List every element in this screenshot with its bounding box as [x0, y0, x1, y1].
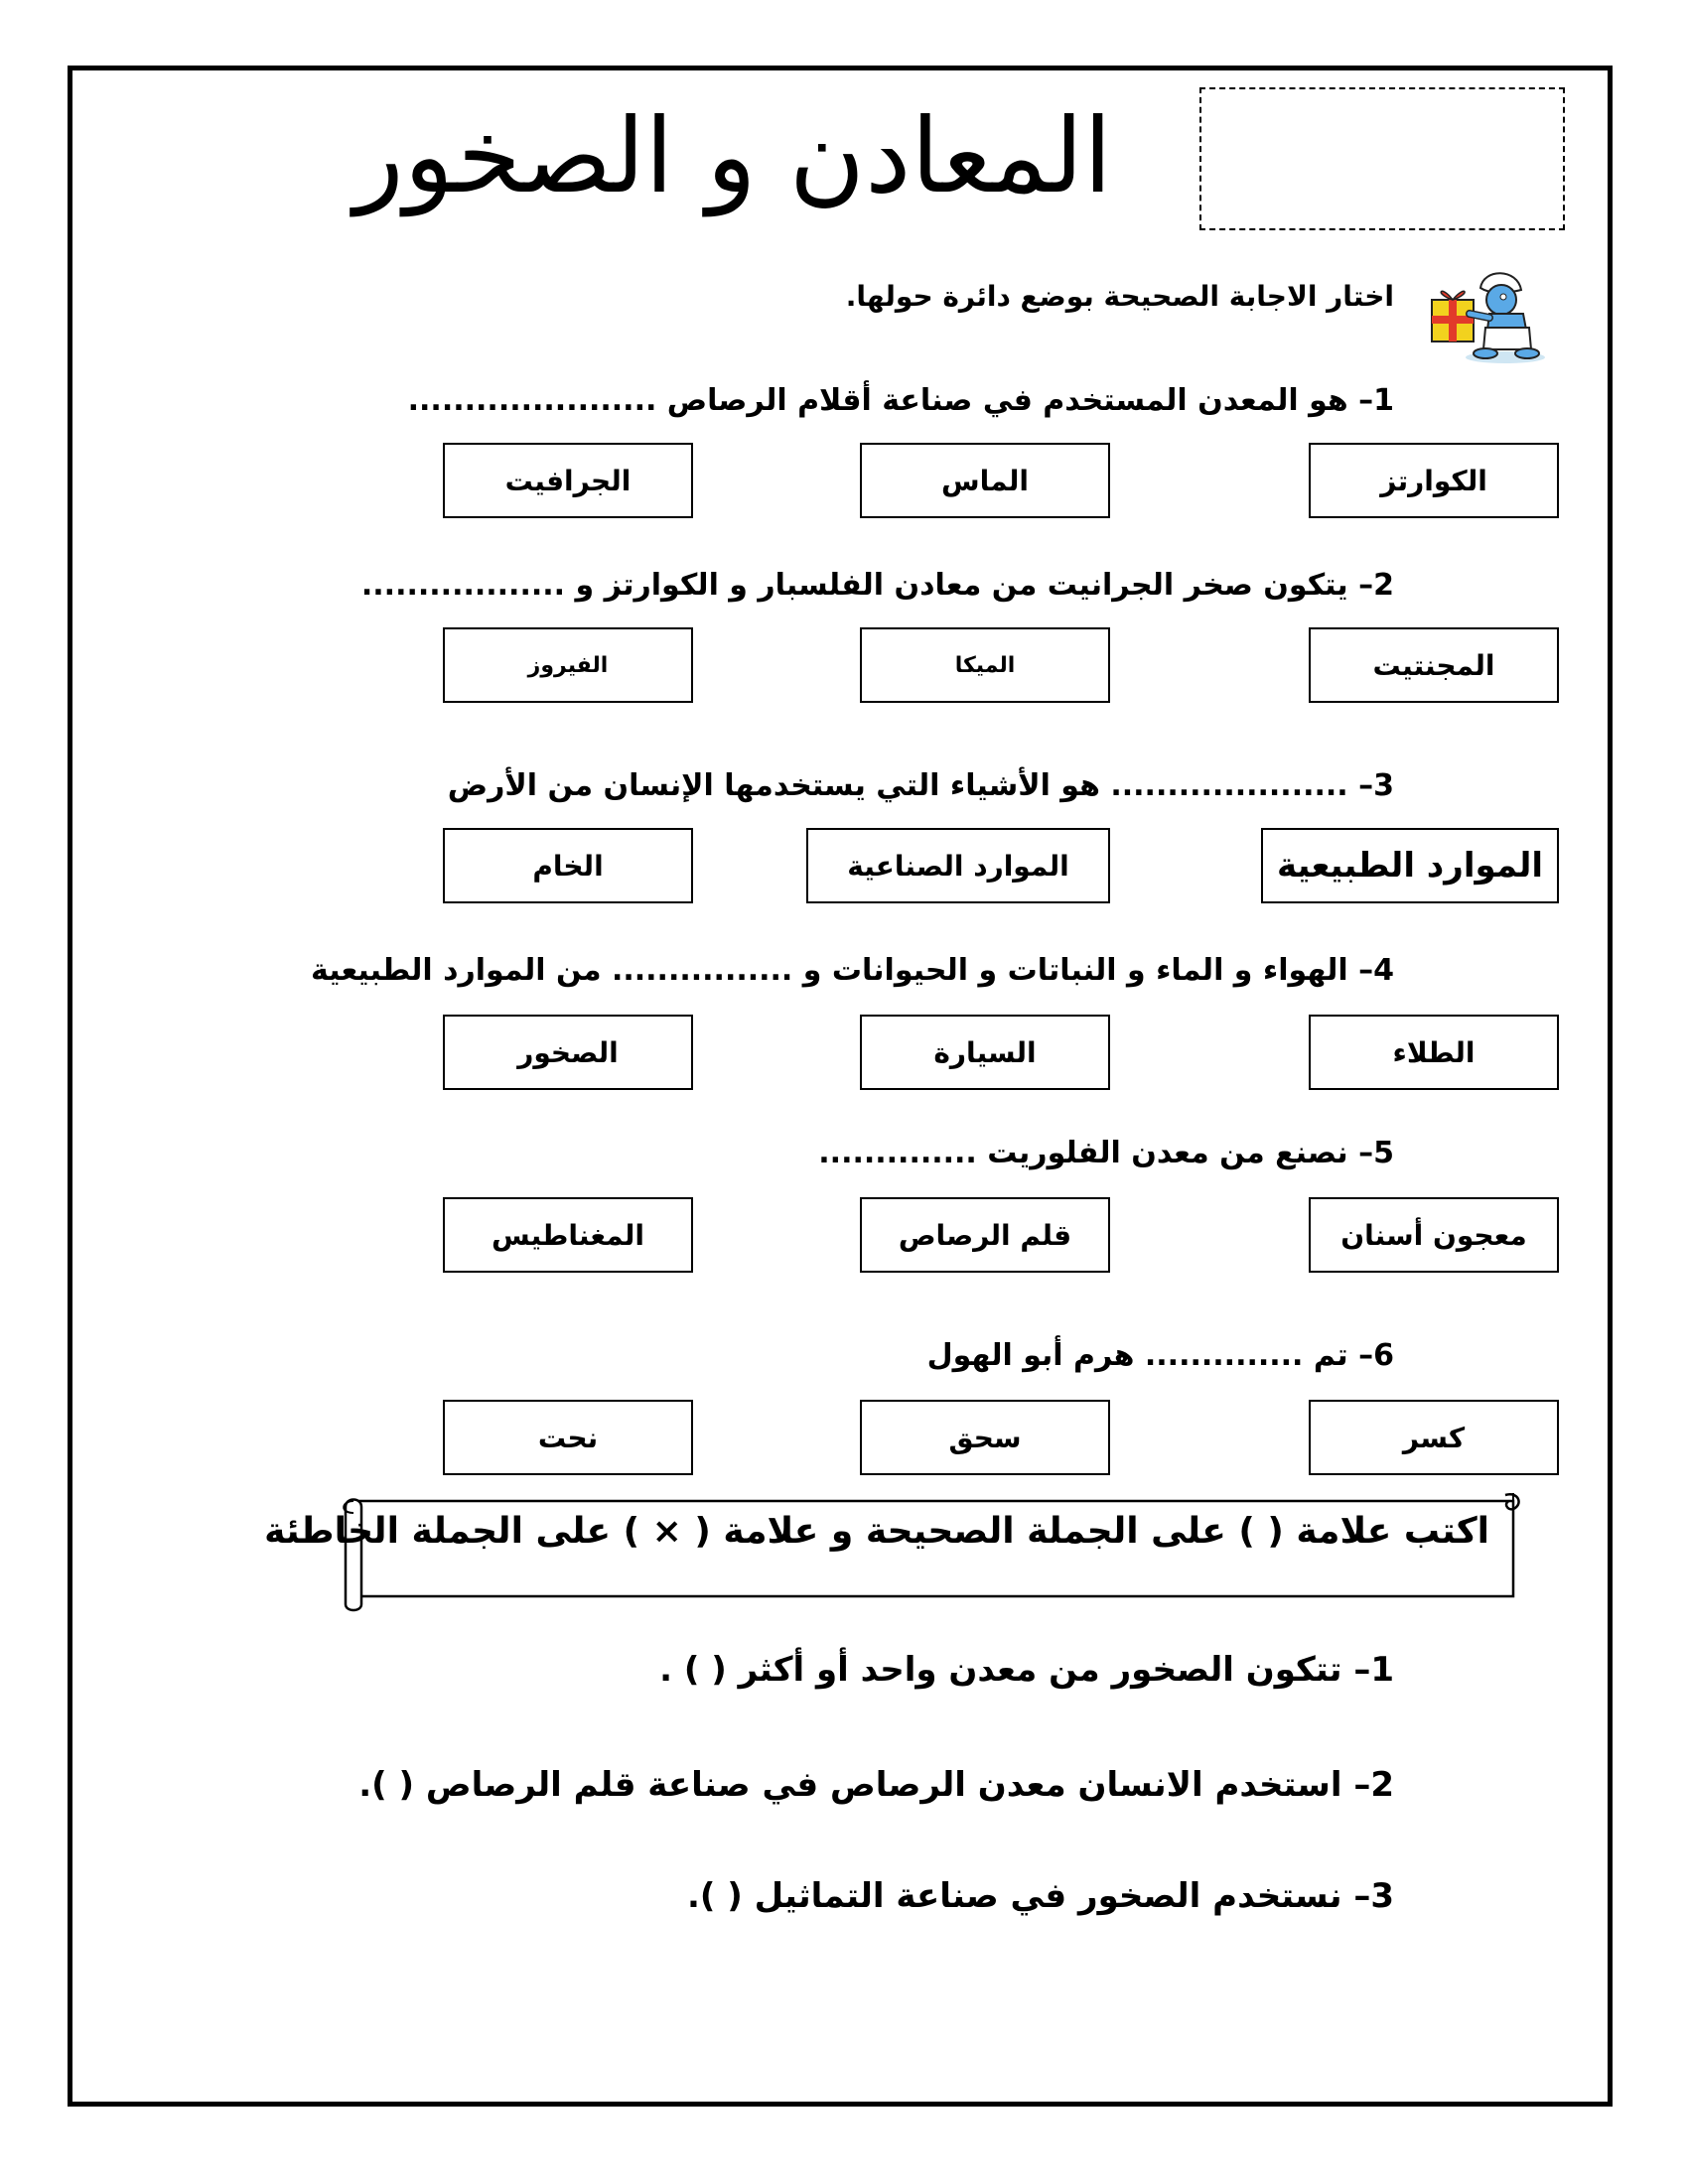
q3-option-3[interactable]: الخام: [443, 828, 693, 903]
q3-option-1[interactable]: الموارد الطبيعية: [1261, 828, 1559, 903]
q1-option-2[interactable]: الماس: [860, 443, 1110, 518]
tf-statement-1: 1– تتكون الصخور من معدن واحد أو أكثر ( ) .: [659, 1650, 1394, 1690]
q4-option-2[interactable]: السيارة: [860, 1015, 1110, 1090]
scroll-banner: [264, 1489, 1533, 1614]
q2-option-3[interactable]: الفيروز: [443, 627, 693, 703]
tf-statement-3: 3– نستخدم الصخور في صناعة التماثيل ( ).: [686, 1876, 1394, 1916]
question-4: 4– الهواء و الماء و النباتات و الحيوانات و ................ من الموارد الطبيعية: [311, 953, 1394, 988]
q3-option-2[interactable]: الموارد الصناعية: [806, 828, 1110, 903]
name-box[interactable]: [1199, 87, 1565, 230]
question-2: 2– يتكون صخر الجرانيت من معادن الفلسبار و الكوارتز و ..................: [360, 568, 1394, 603]
q6-option-2[interactable]: سحق: [860, 1400, 1110, 1475]
q2-option-1[interactable]: المجنتيت: [1309, 627, 1559, 703]
q5-option-3[interactable]: المغناطيس: [443, 1197, 693, 1273]
tf-statement-2: 2– استخدم الانسان معدن الرصاص في صناعة قلم الرصاص ( ).: [358, 1765, 1394, 1805]
true-false-instruction: اكتب علامة ( ) على الجملة الصحيحة و علامة ( × ) على الجملة الخاطئة: [264, 1511, 1489, 1552]
q4-option-3[interactable]: الصخور: [443, 1015, 693, 1090]
question-6: 6– تم .............. هرم أبو الهول: [926, 1338, 1394, 1373]
question-1: 1– هو المعدن المستخدم في صناعة أقلام الرصاص ......................: [407, 383, 1394, 418]
instruction: اختار الاجابة الصحيحة بوضع دائرة حولها.: [845, 280, 1394, 313]
page-title: المعادن و الصخور: [353, 95, 1112, 216]
q1-option-3[interactable]: الجرافيت: [443, 443, 693, 518]
q6-option-3[interactable]: نحت: [443, 1400, 693, 1475]
q4-option-1[interactable]: الطلاء: [1309, 1015, 1559, 1090]
q1-option-1[interactable]: الكوارتز: [1309, 443, 1559, 518]
q2-option-2[interactable]: الميكا: [860, 627, 1110, 703]
smurf-gift-icon: [1426, 266, 1555, 365]
q5-option-2[interactable]: قلم الرصاص: [860, 1197, 1110, 1273]
q5-option-1[interactable]: معجون أسنان: [1309, 1197, 1559, 1273]
question-5: 5– نصنع من معدن الفلوريت ..............: [818, 1136, 1394, 1170]
q6-option-1[interactable]: كسر: [1309, 1400, 1559, 1475]
question-3: 3– ..................... هو الأشياء التي يستخدمها الإنسان من الأرض: [447, 768, 1394, 803]
